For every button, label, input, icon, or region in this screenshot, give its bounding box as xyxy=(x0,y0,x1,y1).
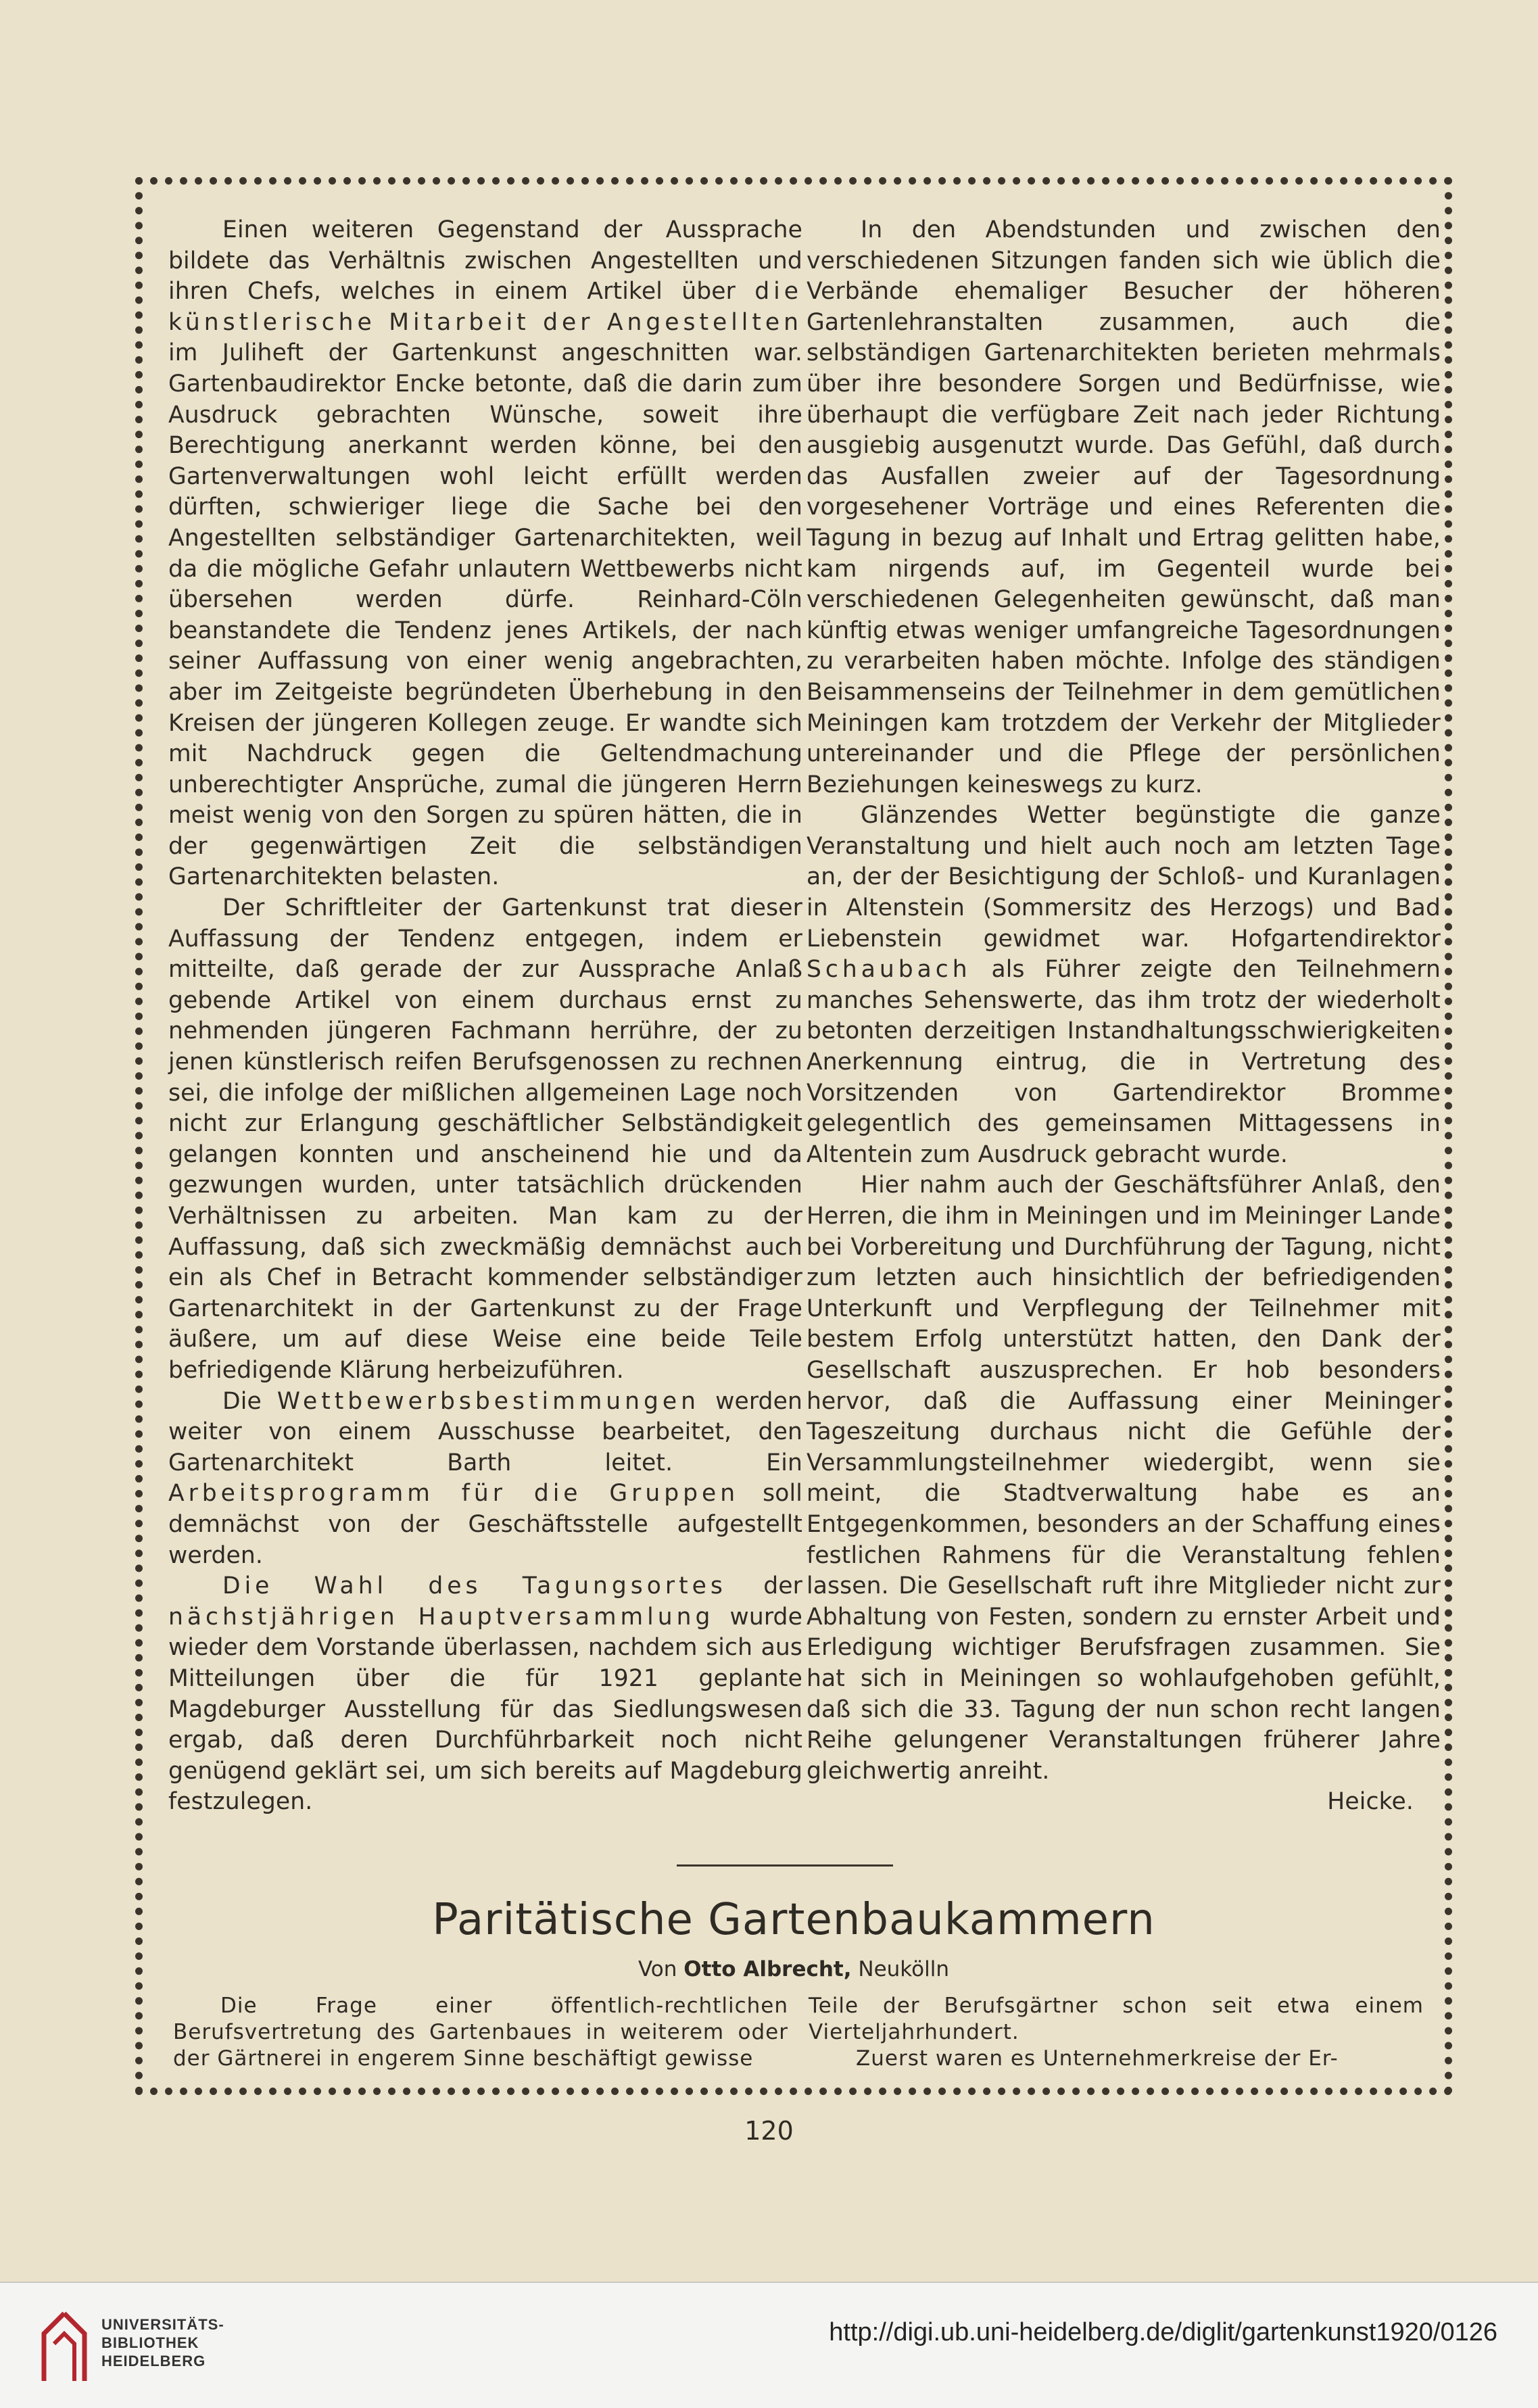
paragraph: Hier nahm auch der Geschäftsführer Anlaß, den Herren, die ihm in Meiningen und im Meininger Lande bei Vorbereitung und Durchführung der Tagung, nicht zum letzten auch hinsichtlich der befriedigenden Unterkunft und Verpflegung der Teilnehmer mit bestem Erfolg unterstützt hatten, den Dank der Gesellschaft auszusprechen. Er hob besonders hervor, daß die Auffassung einer Meininger Tageszeitung durchaus nicht die Gefühle der Versammlungsteilnehmer wiedergibt, wenn sie meint, die Stadtverwaltung habe es an Entgegenkommen, besonders an der Schaffung eines festlichen Rahmens für die Veranstaltung fehlen lassen. Die Gesellschaft ruft ihre Mitglieder nicht zur Abhaltung von Festen, sondern zu ernster Arbeit und Erledigung wichtiger Berufsfragen zusammen. Sie hat sich in Meiningen so wohlaufgehoben gefühlt, daß sich die 33. Tagung der nun schon recht langen Reihe gelungener Veranstaltungen früherer Jahre gleichwertig anreiht. xyxy=(807,1172,1441,1785)
spaced-emphasis: Schaubach xyxy=(807,956,971,984)
paragraph: Die Wettbewerbsbestimmungen werden weiter von einem Ausschusse bearbeitet, den Gartenarchitekt Barth leitet. Ein Arbeitsprogramm für die Gruppen soll demnächst von der Geschäftsstelle aufgestellt werden. xyxy=(168,1387,802,1569)
byline-prefix: Von xyxy=(638,1957,677,1981)
page-number: 120 xyxy=(744,2116,794,2146)
library-name-line: UNIVERSITÄTS- xyxy=(101,2316,224,2333)
spaced-emphasis: die künstlerische Mitarbeit der Angestellten xyxy=(168,278,802,336)
paragraph: Einen weiteren Gegenstand der Aussprache bildete das Verhältnis zwischen Angestellten und ihren Chefs, welches in einem Artikel über die künstlerische Mitarbeit der Angestellten im Juliheft der Gartenkunst angeschnitten war. Gartenbaudirektor Encke betonte, daß die darin zum Ausdruck gebrachten Wünsche, soweit ihre Berechtigung anerkannt werden könne, bei den Gartenverwaltungen wohl leicht erfüllt werden dürften, schwieriger liege die Sache bei den Angestellten selbständiger Gartenarchitekten, weil da die mögliche Gefahr unlautern Wettbewerbs nicht übersehen werden dürfe. Reinhard-Cöln beanstandete die Tendenz jenes Artikels, der nach seiner Auffassung von einer wenig angebrachten, aber im Zeitgeiste begründeten Überhebung in den Kreisen der jüngeren Kollegen zeuge. Er wandte sich mit Nachdruck gegen die Geltendmachung unberechtigter Ansprüche, zumal die jüngeren Herrn meist wenig von den Sorgen zu spüren hätten, die in der gegenwärtigen Zeit die selbständigen Gartenarchitekten belasten. xyxy=(168,216,802,891)
signature: Heicke. xyxy=(1327,1788,1414,1816)
section-divider xyxy=(677,1864,893,1867)
spaced-emphasis: Die Wahl des Tagungsortes xyxy=(222,1572,727,1600)
spaced-emphasis: Wettbewerbsbestimmungen xyxy=(277,1387,700,1415)
spaced-emphasis: nächstjährigen Hauptversammlung xyxy=(168,1603,715,1631)
byline xyxy=(143,1957,1445,1981)
author-name: Otto Albrecht, xyxy=(683,1957,852,1981)
library-name xyxy=(101,2315,224,2370)
article-paragraph: Zuerst waren es Unternehmerkreise der Er- xyxy=(856,2046,1339,2071)
library-name-line: BIBLIOTHEK xyxy=(101,2334,199,2351)
left-column xyxy=(168,215,802,1818)
ornamental-frame xyxy=(135,177,1452,2095)
spaced-emphasis: Arbeitsprogramm für die Gruppen xyxy=(168,1480,740,1508)
paragraph: Glänzendes Wetter begünstigte die ganze Veranstaltung und hielt auch noch am letzten Tage an, der der Besichtigung der Schloß- und Kuranlagen in Altenstein (Sommersitz des Herzogs) und Bad Liebenstein gewidmet war. Hofgartendirektor Schaubach als Führer zeigte den Teilnehmern manches Sehenswerte, das ihm trotz der wiederholt betonten derzeitigen Instandhaltungsschwierigkeiten Anerkennung eintrug, die in Vertretung des Vorsitzenden von Gartendirektor Bromme gelegentlich des gemeinsamen Mittagessens in Altentein zum Ausdruck gebracht wurde. xyxy=(807,802,1441,1168)
digital-library-footer xyxy=(0,2282,1538,2408)
paragraph: Der Schriftleiter der Gartenkunst trat dieser Auffassung der Tendenz entgegen, indem er mitteilte, daß gerade der zur Aussprache Anlaß gebende Artikel von einem durchaus ernst zu nehmenden jüngeren Fachmann herrühre, der zu jenen künstlerisch reifen Berufsgenossen zu rechnen sei, die infolge der mißlichen allgemeinen Lage noch nicht zur Erlangung geschäftlicher Selbständigkeit gelangen konnten und anscheinend hie und da gezwungen wurden, unter tatsächlich drückenden Verhältnissen zu arbeiten. Man kam zu der Auffassung, daß sich zweckmäßig demnächst auch ein als Chef in Betracht kommender selbständiger Gartenarchitekt in der Gartenkunst zu der Frage äußere, um auf diese Weise eine beide Teile befriedigende Klärung herbeizuführen. xyxy=(168,894,802,1384)
article-right-column xyxy=(809,1993,1424,2072)
author-place: Neukölln xyxy=(858,1957,949,1981)
article-left-column xyxy=(173,1993,788,2072)
source-url-link[interactable]: http://digi.ub.uni-heidelberg.de/diglit/gartenkunst1920/0126 xyxy=(829,2318,1497,2346)
library-name-line: HEIDELBERG xyxy=(101,2353,206,2369)
article-paragraph: Teile der Berufsgärtner schon seit etwa einem Vierteljahrhundert. xyxy=(809,1994,1424,2044)
article-paragraph: Die Frage einer öffentlich-rechtlichen Berufsvertretung des Gartenbaues in weiterem oder der Gärtnerei in engerem Sinne beschäftigt gewisse xyxy=(173,1994,788,2071)
paragraph: In den Abendstunden und zwischen den verschiedenen Sitzungen fanden sich wie üblich die Verbände ehemaliger Besucher der höheren Gartenlehranstalten zusammen, auch die selbständigen Gartenarchitekten berieten mehrmals über ihre besondere Sorgen und Bedürfnisse, wie überhaupt die verfügbare Zeit nach jeder Richtung ausgiebig ausgenutzt wurde. Das Gefühl, daß durch das Ausfallen zweier auf der Tagesordnung vorgesehener Vorträge und eines Referenten die Tagung in bezug auf Inhalt und Ertrag gelitten habe, kam nirgends auf, im Gegenteil wurde bei verschiedenen Gelegenheiten gewünscht, daß man künftig etwas weniger umfangreiche Tagesordnungen zu verarbeiten haben möchte. Infolge des ständigen Beisammenseins der Teilnehmer in dem gemütlichen Meiningen kam trotzdem der Verkehr der Mitglieder untereinander und die Pflege der persönlichen Beziehungen keineswegs zu kurz. xyxy=(807,216,1441,798)
right-column xyxy=(807,215,1441,1818)
paragraph: Die Wahl des Tagungsortes der nächstjährigen Hauptversammlung wurde wieder dem Vorstande überlassen, nachdem sich aus Mitteilungen über die für 1921 geplante Magdeburger Ausstellung für das Siedlungswesen ergab, daß deren Durchführbarkeit noch nicht genügend geklärt sei, um sich bereits auf Magdeburg festzulegen. xyxy=(168,1572,802,1816)
article-title: Paritätische Gartenbaukammern xyxy=(432,1895,1155,1945)
library-logo-icon xyxy=(37,2310,91,2384)
